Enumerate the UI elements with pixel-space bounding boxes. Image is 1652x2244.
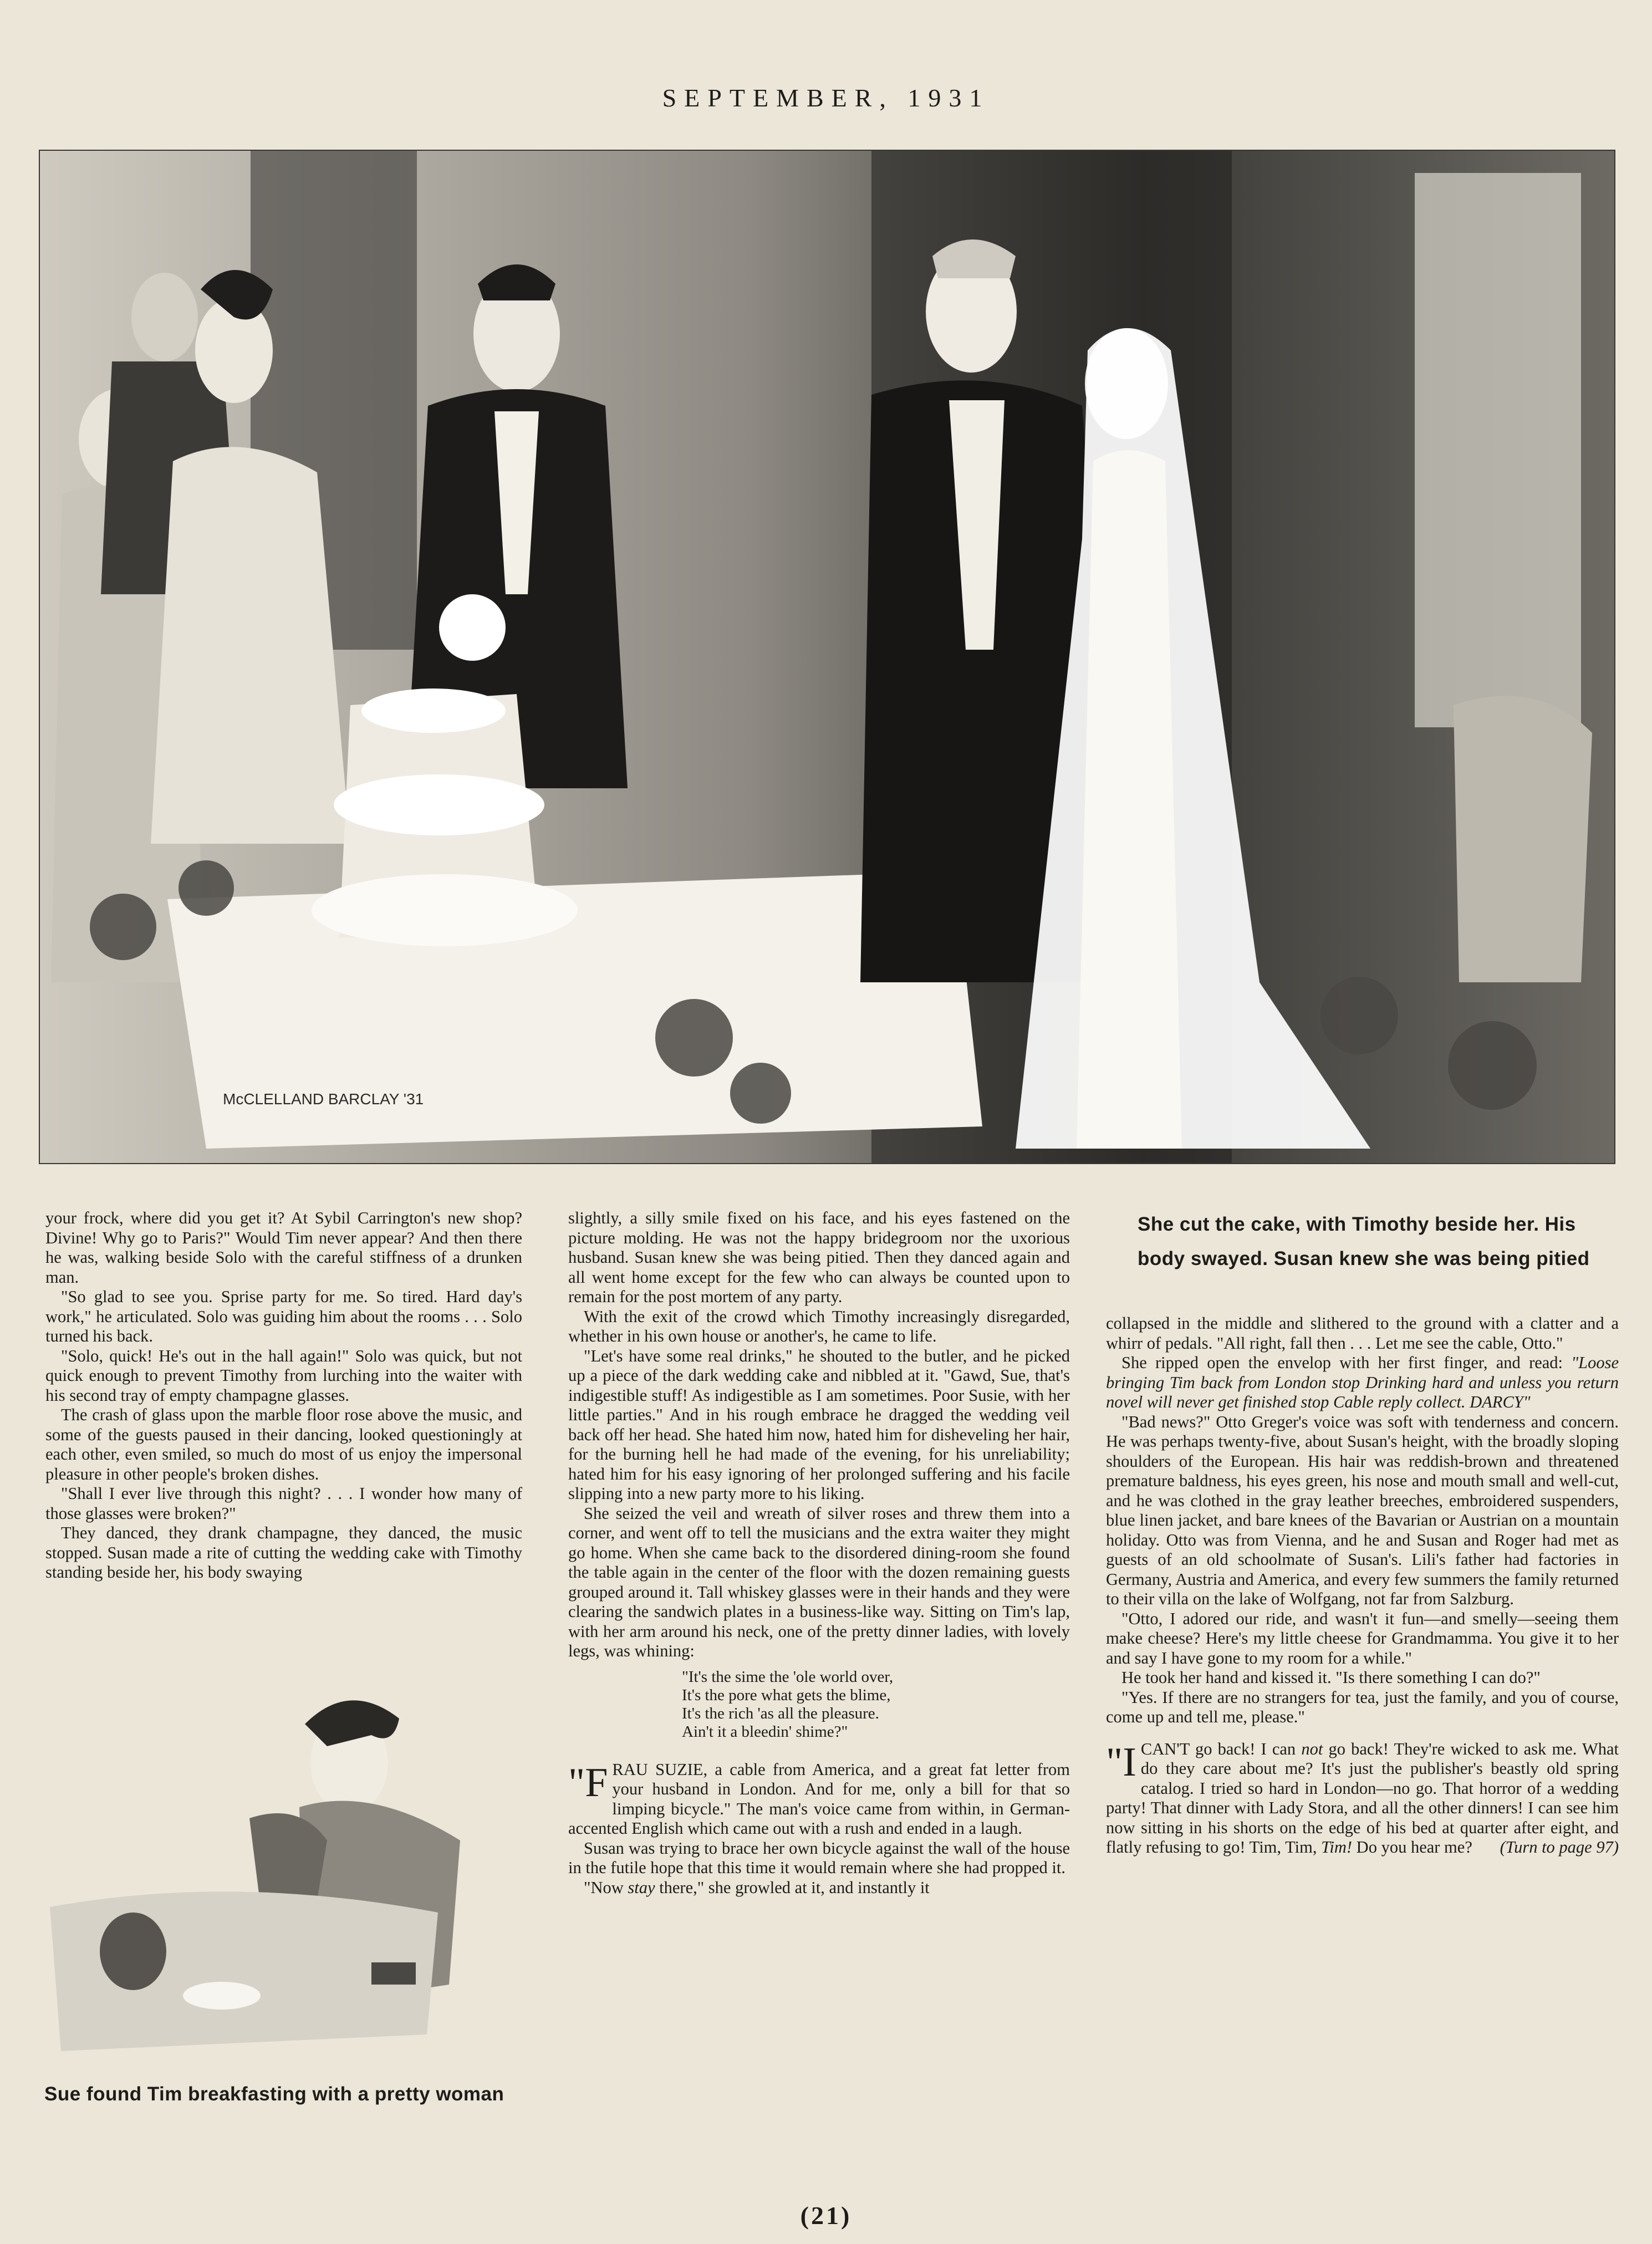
verse-line: It's the rich 'as all the pleasure. [682, 1704, 879, 1722]
col2-paragraph: With the exit of the crowd which Timothy increasingly disregarded, whether in his own house or another's, he came to life. [568, 1307, 1070, 1345]
column-1 [45, 1208, 522, 1583]
col2-paragraph: "Let's have some real drinks," he shouted to the butler, and he picked up a piece of the dark wedding cake and nibbled at it. "Gawd, Sue, that's indigestible stuff! As indigestible as I am sometimes. Poor Susie, with her little parties." And in his rough embrace he dragged the wedding veil back off her head. She hated him now, hated him for disheveling her hair, for the burning hell he had made of the evening, for his unreliability; hated him for his easy ignoring of her prolonged suffering and his facile slipping into a new party more to his liking. [568, 1346, 1070, 1503]
continued-on-page: (Turn to page 97) [1500, 1838, 1619, 1857]
col1-paragraph: The crash of glass upon the marble floor rose above the music, and some of the guests paused in their dancing, looked questioningly at each other, even smiled, so much do most of us enjoy the impersonal pleasure in other people's broken dishes. [45, 1405, 522, 1483]
col2-paragraph: slightly, a silly smile fixed on his face, and his eyes fastened on the picture molding. He was not the happy bridegroom nor the uxorious husband. Susan knew she was being pitied. Then they danced again and all went home except for the few who can always be counted upon to remain for the post mortem of any party. [568, 1208, 1070, 1306]
verse-line: "It's the sime the 'ole world over, [682, 1667, 894, 1686]
drop-cap: "I [1106, 1739, 1136, 1785]
col2-paragraph-dropcap [568, 1760, 1070, 1839]
col2-paragraph: She seized the veil and wreath of silver roses and threw them into a corner, and went off to tell the musicians and the extra waiter they might go home. When she came back to the disordered dining-room she found the table again in the center of the floor with the dozen remaining guests grouped around it. Tall whiskey glasses were in their hands and they were clearing the sandwich plates in a business-like way. Sitting on Tim's lap, with her arm around his neck, one of the pretty dinner ladies, with lovely legs, was whining: [568, 1503, 1070, 1660]
cable-text: "Loose bringing Tim back from London stop Drinking hard and unless you return novel will never get finished stop Cable reply collect. DARCY" [1106, 1353, 1619, 1411]
caption-top: She cut the cake, with Timothy beside her. His body swayed. Susan knew she was being pitied [1138, 1213, 1590, 1269]
col3-paragraph: "Otto, I adored our ride, and wasn't it fun—and smelly—seeing them make cheese? Here's my little cheese for Grandmamma. You give it to her and say I have gone to my room for a while." [1106, 1609, 1619, 1667]
col1-paragraph: your frock, where did you get it? At Sybil Carrington's new shop? Divine! Why go to Paris?" Would Tim never appear? And then there he was, walking beside Solo with the careful stiffness of a drunken man. [45, 1208, 522, 1287]
text-run: CAN'T go back! I can [1140, 1739, 1302, 1758]
col1-paragraph: They danced, they drank champagne, they danced, the music stopped. Susan made a rite of cutting the wedding cake with Timothy standing beside her, his body swaying [45, 1523, 522, 1582]
illustration-signature: McCLELLAND BARCLAY '31 [223, 1090, 424, 1108]
running-head: SEPTEMBER, 1931 [662, 84, 990, 112]
text-run: "Now [584, 1878, 628, 1897]
col3-paragraph: collapsed in the middle and slithered to the ground with a clatter and a whirr of pedals. "All right, fall then . . . Let me see the cable, Otto." [1106, 1314, 1619, 1353]
breakfast-illustration [39, 1674, 554, 2062]
wedding-illustration [39, 150, 1615, 1164]
col3-paragraph: "Yes. If there are no strangers for tea, just the family, and you of course, come up and tell me, please." [1106, 1687, 1619, 1726]
col1-paragraph: "So glad to see you. Sprise party for me. So tired. Hard day's work," he articulated. Solo was guiding him about the rooms . . . Solo turned his back. [45, 1287, 522, 1345]
drop-cap: "F [568, 1760, 608, 1806]
col3-paragraph: "Bad news?" Otto Greger's voice was soft with tenderness and concern. He was perhaps twenty-five, about Susan's height, with the broadly sloping shoulders of the European. His hair was reddish-brown and threatened premature baldness, his eyes green, his nose and mouth small and well-cut, and he was clothed in the gray leather breeches, embroidered suspenders, blue linen jacket, and bare knees of the Bavarian or Austrian on a mountain holiday. Otto was from Vienna, and he and Susan and Roger had met as guests of an old schoolmate of Susan's. Lili's father had factories in Germany, Austria and America, and every few summers the family returned to their villa on the lake of Wolfgang, not far from Salzburg. [1106, 1412, 1619, 1608]
breakfast-scene-drawing [39, 1674, 554, 2062]
col2-paragraph [568, 1878, 1070, 1898]
verse-line: It's the pore what gets the blime, [682, 1686, 891, 1704]
wedding-scene-drawing [40, 151, 1614, 1163]
text-run: there," she growled at it, and instantly it [655, 1878, 930, 1897]
text-run: Do you hear me? [1352, 1838, 1472, 1857]
verse-line: Ain't it a bleedin' shime?" [682, 1722, 848, 1741]
text-run: She ripped open the envelop with her first finger, and read: [1121, 1353, 1572, 1372]
text-run: go back! They're wicked to ask me. What do they care about me? It's just the publisher's beastly old spring catalog. I tried so hard in London—no go. That horror of a wedding party! That dinner with Lady Stora, and all the other dinners! I can see him now sitting in his shorts on the edge of his bed at quarter after eight, and flatly refusing to go! Tim, Tim, [1106, 1739, 1619, 1857]
verse-block [682, 1668, 1070, 1741]
col3-paragraph [1106, 1353, 1619, 1412]
col3-paragraph-dropcap [1106, 1740, 1619, 1858]
col3-paragraph: He took her hand and kissed it. "Is there something I can do?" [1121, 1668, 1541, 1687]
column-3 [1106, 1314, 1619, 1858]
column-2 [568, 1208, 1070, 1898]
col2-dropcap-text: RAU SUZIE, a cable from America, and a great fat letter from your husband in London. And for me, only a bill for that so limping bicycle." The man's voice came from within, in German-accented English which came out with a rush and ended in a laugh. [568, 1760, 1070, 1838]
page-number: (21) [800, 2201, 852, 2230]
italic-run: Tim! [1321, 1838, 1353, 1857]
col1-paragraph: "Solo, quick! He's out in the hall again!" Solo was quick, but not quick enough to prevent Timothy from lurching into the waiter with his second tray of empty champagne glasses. [45, 1346, 522, 1405]
italic-run: stay [628, 1878, 655, 1897]
caption-bottom: Sue found Tim breakfasting with a pretty woman [44, 2083, 504, 2105]
col2-paragraph: Susan was trying to brace her own bicycle against the wall of the house in the futile hope that this time it would remain where she had propped it. [568, 1838, 1070, 1877]
italic-run: not [1301, 1739, 1323, 1758]
col1-paragraph: "Shall I ever live through this night? . . . I wonder how many of those glasses were broken?" [45, 1484, 522, 1523]
